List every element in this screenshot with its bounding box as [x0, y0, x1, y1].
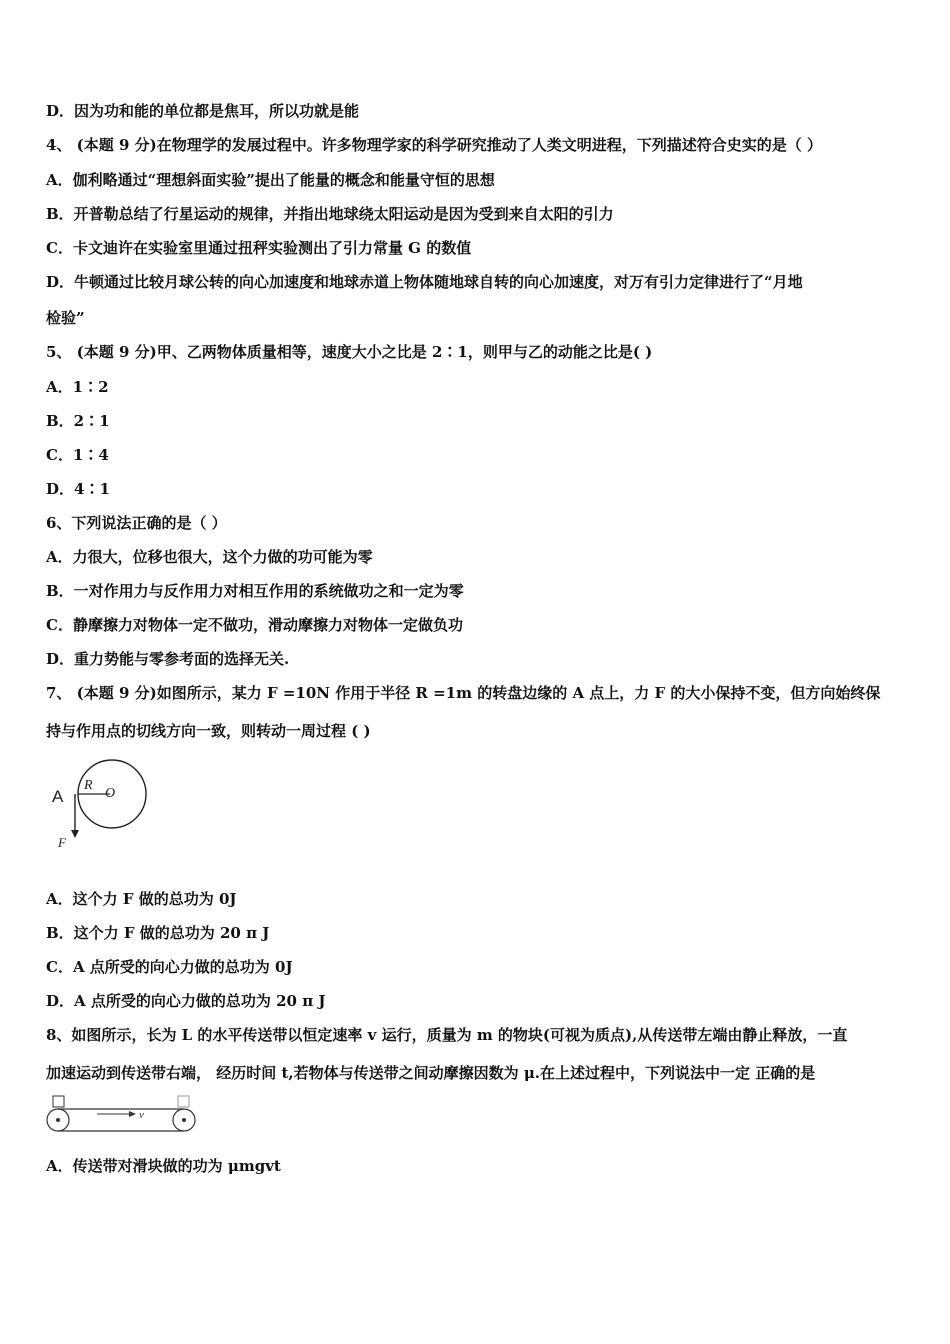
label-a: A: [52, 787, 64, 806]
q6-option-d: D．重力势能与零参考面的选择无关.: [46, 650, 290, 668]
q5-option-c: C．1∶4: [46, 446, 109, 464]
label-r: R: [84, 778, 93, 793]
q7-option-c: C．A 点所受的向心力做的总功为 0J: [46, 958, 293, 976]
right-block: [178, 1096, 189, 1107]
question-4: 4、 (本题 9 分)在物理学的发展过程中。许多物理学家的科学研究推动了人类文明进程，下列描述符合史实的是（ ）: [46, 136, 822, 154]
force-arrowhead: [71, 830, 79, 838]
conveyor-figure: [45, 1094, 197, 1134]
question-8-cont: 加速运动到传送带右端， 经历时间 t,若物体与传送带之间动摩擦因数为 μ.在上述过程中，下列说法中一定 正确的是: [46, 1064, 816, 1082]
right-axle: [182, 1118, 186, 1122]
left-block: [53, 1096, 64, 1107]
question-7-cont: 持与作用点的切线方向一致，则转动一周过程 ( ): [46, 722, 371, 740]
q6-option-a: A．力很大，位移也很大，这个力做的功可能为零: [46, 548, 373, 566]
q5-option-a: A．1∶2: [46, 378, 109, 396]
turntable-figure: [50, 758, 160, 853]
q7-option-d: D．A 点所受的向心力做的总功为 20 π J: [46, 992, 326, 1010]
question-8: 8、如图所示，长为 L 的水平传送带以恒定速率 v 运行，质量为 m 的物块(可视为质点),从传送带左端由静止释放，一直: [46, 1026, 848, 1044]
line-q3-d: D．因为功和能的单位都是焦耳，所以功就是能: [46, 102, 360, 120]
q5-option-d: D．4∶1: [46, 480, 110, 498]
q5-option-b: B．2∶1: [46, 412, 110, 430]
label-o: O: [105, 786, 116, 801]
q8-option-a: A．传送带对滑块做的功为 μmgvt: [46, 1157, 281, 1175]
q6-option-b: B．一对作用力与反作用力对相互作用的系统做功之和一定为零: [46, 582, 464, 600]
q7-option-b: B．这个力 F 做的总功为 20 π J: [46, 924, 270, 942]
question-5: 5、 (本题 9 分)甲、乙两物体质量相等，速度大小之比是 2∶1，则甲与乙的动能之比是( ): [46, 343, 653, 361]
q4-option-b: B．开普勒总结了行星运动的规律，并指出地球绕太阳运动是因为受到来自太阳的引力: [46, 205, 614, 223]
q4-option-d: D．牛顿通过比较月球公转的向心加速度和地球赤道上物体随地球自转的向心加速度，对万有引力定律进行了“月地: [46, 273, 803, 291]
q4-option-a: A．伽利略通过“理想斜面实验”提出了能量的概念和能量守恒的思想: [46, 171, 495, 189]
question-6: 6、下列说法正确的是（ ）: [46, 514, 227, 532]
q7-option-a: A．这个力 F 做的总功为 0J: [46, 890, 237, 908]
velocity-arrowhead: [129, 1111, 136, 1117]
label-f: F: [58, 835, 66, 850]
left-axle: [56, 1118, 60, 1122]
q4-option-c: C．卡文迪许在实验室里通过扭秤实验测出了引力常量 G 的数值: [46, 239, 472, 257]
question-7: 7、 (本题 9 分)如图所示，某力 F =10N 作用于半径 R =1m 的转盘边缘的 A 点上，力 F 的大小保持不变，但方向始终保: [46, 684, 881, 702]
q6-option-c: C．静摩擦力对物体一定不做功，滑动摩擦力对物体一定做负功: [46, 616, 463, 634]
q4-option-d-cont: 检验”: [46, 309, 85, 327]
label-v: v: [139, 1109, 144, 1121]
